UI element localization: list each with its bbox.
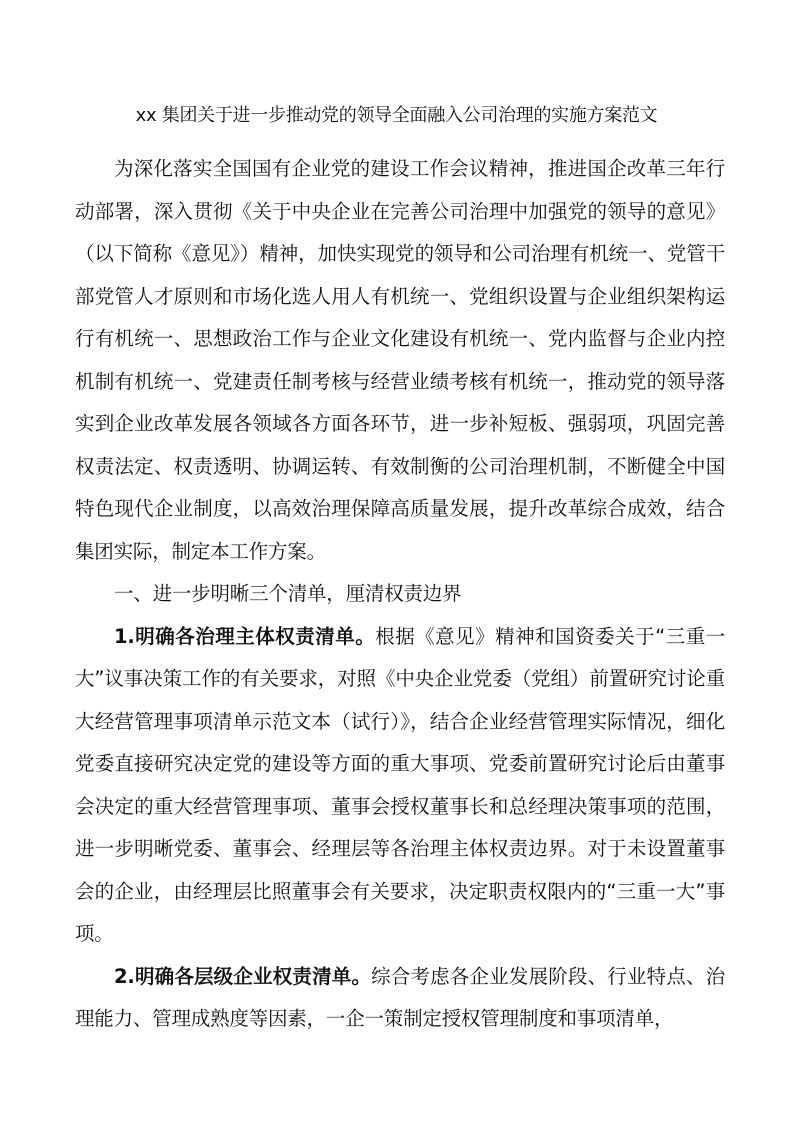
item-1-paragraph (75, 616, 725, 956)
item-2-text: 综合考虑各企业发展阶段、行业特点、治理能力、管理成熟度等因素，一企一策制定授权管理制度和事项清单， (75, 964, 725, 1030)
item-1-lead: 1.明确各治理主体权责清单。 (114, 624, 376, 648)
document-title: xx 集团关于进一步推动党的领导全面融入公司治理的实施方案范文 (135, 105, 658, 126)
item-2-paragraph (75, 956, 725, 1041)
item-1-text: 根据《意见》精神和国资委关于“三重一大”议事决策工作的有关要求，对照《中央企业党委（党组）前置研究讨论重大经营管理事项清单示范文本（试行）》，结合企业经营管理实际情况，细化党委直接研究决定党的建设等方面的重大事项、党委前置研究讨论后由董事会决定的重大经营管理事项、董事会授权董事长和总经理决策事项的范围，进一步明晰党委、董事会、经理层等各治理主体权责边界。对于未设置董事会的企业，由经理层比照董事会有关要求，决定职责权限内的“三重一大”事项。 (75, 624, 725, 945)
section-1-heading: 一、进一步明晰三个清单，厘清权责边界 (114, 582, 462, 605)
intro-paragraph: 为深化落实全国国有企业党的建设工作会议精神，推进国企改革三年行动部署，深入贯彻《关于中央企业在完善公司治理中加强党的领导的意见》（以下简称《意见》）精神，加快实现党的领导和公司治理有机统一、党管干部党管人才原则和市场化选人用人有机统一、党组织设置与企业组织架构运行有机统一、思想政治工作与企业文化建设有机统一、党内监督与企业内控机制有机统一、党建责任制考核与经营业绩考核有机统一，推动党的领导落实到企业改革发展各领域各方面各环节，进一步补短板、强弱项，巩固完善权责法定、权责透明、协调运转、有效制衡的公司治理机制，不断健全中国特色现代企业制度，以高效治理保障高质量发展，提升改革综合成效，结合集团实际，制定本工作方案。 (75, 157, 725, 563)
document-body (75, 148, 725, 1041)
item-2-lead: 2.明确各层级企业权责清单。 (114, 964, 372, 988)
